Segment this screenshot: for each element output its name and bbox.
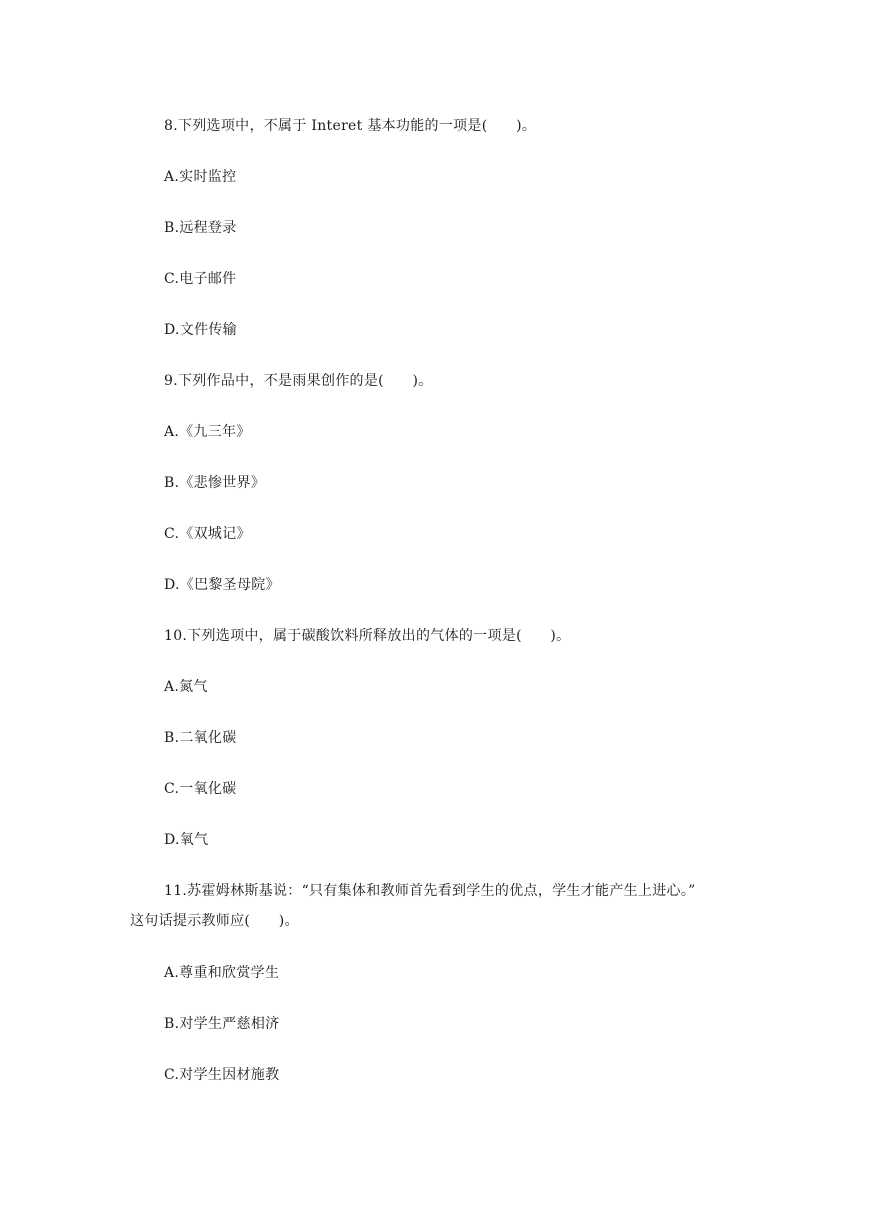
question-11-stem-continued: 这句话提示教师应( )。 <box>130 913 299 929</box>
question-9-option-d: D.《巴黎圣母院》 <box>164 577 280 593</box>
question-11-option-c: C.对学生因材施教 <box>164 1067 280 1083</box>
question-8-stem: 8.下列选项中，不属于 Interet 基本功能的一项是( )。 <box>164 118 537 134</box>
question-8-option-b: B.远程登录 <box>164 220 237 236</box>
question-11-stem: 11.苏霍姆林斯基说：“只有集体和教师首先看到学生的优点，学生才能产生上进心。” <box>164 883 696 899</box>
question-10-option-a: A.氮气 <box>164 679 208 695</box>
question-10-option-c: C.一氧化碳 <box>164 781 237 797</box>
question-8-option-d: D.文件传输 <box>164 322 237 338</box>
question-9-stem: 9.下列作品中，不是雨果创作的是( )。 <box>164 373 433 389</box>
question-10-stem: 10.下列选项中，属于碳酸饮料所释放出的气体的一项是( )。 <box>164 628 571 644</box>
question-11-option-a: A.尊重和欣赏学生 <box>164 965 280 981</box>
question-9-option-c: C.《双城记》 <box>164 526 251 542</box>
question-9-option-a: A.《九三年》 <box>164 424 251 440</box>
question-8-option-c: C.电子邮件 <box>164 271 237 287</box>
question-10-option-d: D.氧气 <box>164 832 209 848</box>
question-10-option-b: B.二氧化碳 <box>164 730 237 746</box>
question-9-option-b: B.《悲惨世界》 <box>164 475 266 491</box>
question-8-option-a: A.实时监控 <box>164 169 237 185</box>
question-11-option-b: B.对学生严慈相济 <box>164 1016 280 1032</box>
